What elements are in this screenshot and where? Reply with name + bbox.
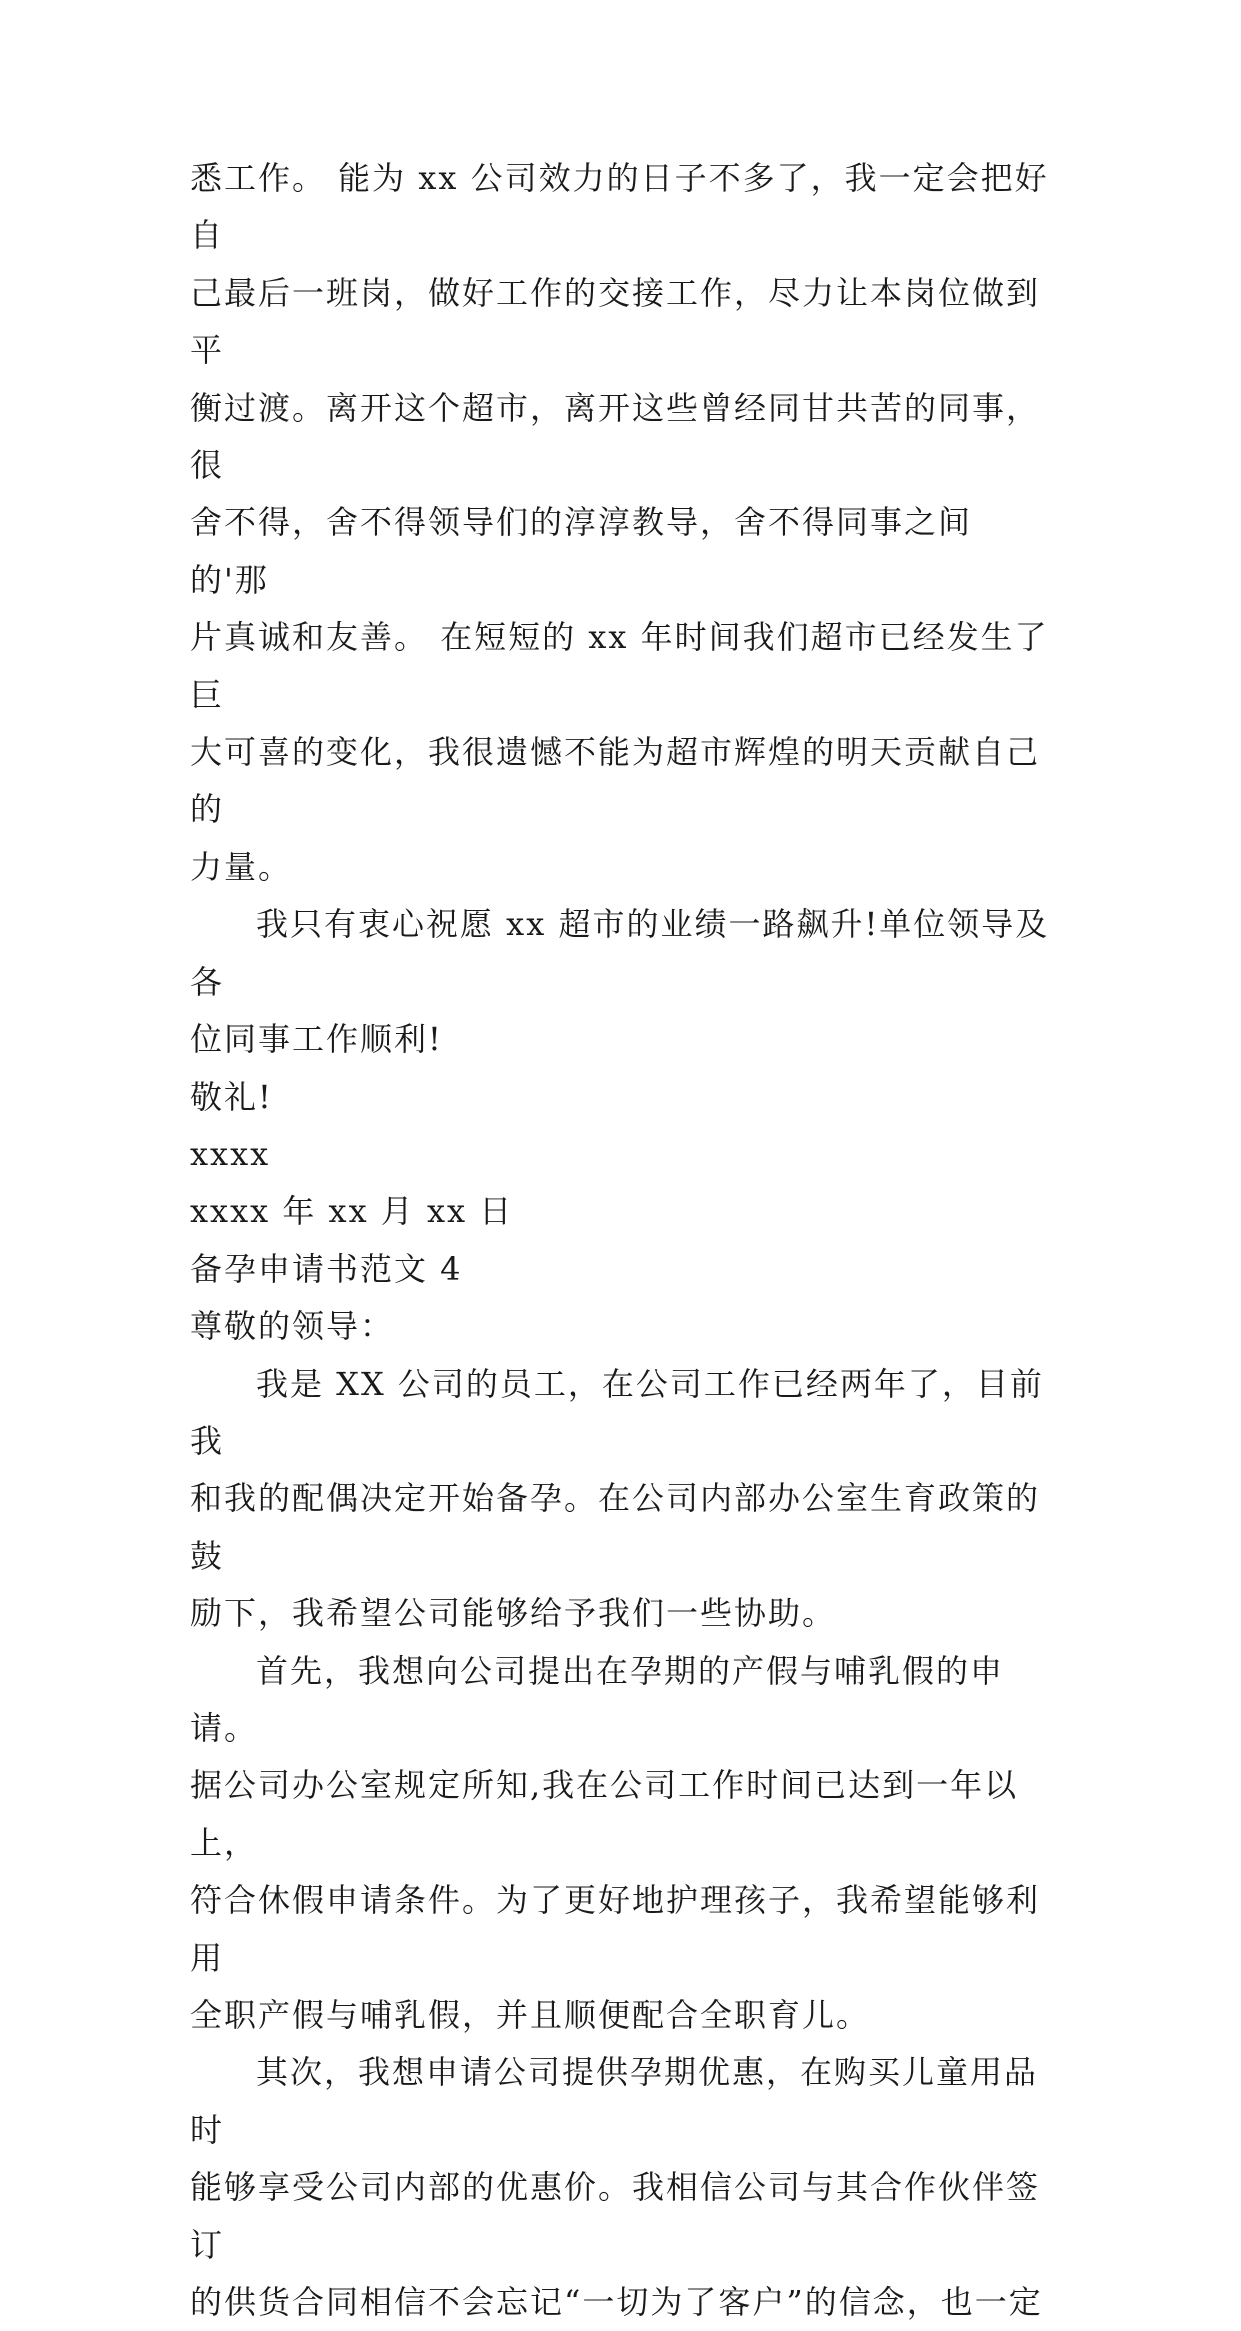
text-line: 位同事工作顺利!: [190, 1020, 443, 1059]
signature-date: xxxx 年 xx 月 xx 日: [190, 1192, 514, 1231]
text-line: 己最后一班岗，做好工作的交接工作，尽力让本岗位做到平: [190, 273, 1041, 370]
text-line: 首先，我想向公司提出在孕期的产假与哺乳假的申请。: [190, 1651, 1005, 1747]
text-line: 能够享受公司内部的优惠价。我相信公司与其合作伙伴签订: [190, 2168, 1041, 2264]
text-line: 大可喜的变化，我很遗憾不能为超市辉煌的明天贡献自己的: [190, 733, 1041, 829]
text-line: 其次，我想申请公司提供孕期优惠，在购买儿童用品时: [190, 2053, 1039, 2149]
closing-salutation: 敬礼!: [190, 1077, 273, 1116]
text-line: 符合休假申请条件。为了更好地护理孩子，我希望能够利用: [190, 1881, 1041, 1977]
text-line: 全职产假与哺乳假，并且顺便配合全职育儿。: [190, 1996, 871, 2034]
text-line: 舍不得，舍不得领导们的淳淳教导，舍不得同事之间的'那: [190, 503, 973, 599]
section-heading: 备孕申请书范文 4: [190, 1249, 463, 1288]
text-line: 力量。: [190, 847, 293, 886]
text-line: 我是 XX 公司的员工，在公司工作已经两年了，目前我: [190, 1364, 1044, 1460]
text-line: 我只有衷心祝愿 xx 超市的业绩一路飙升!单位领导及各: [190, 905, 1050, 1001]
text-line: 和我的配偶决定开始备孕。在公司内部办公室生育政策的鼓: [190, 1479, 1041, 1575]
document-body: [190, 150, 1050, 2331]
greeting: 尊敬的领导：: [190, 1307, 395, 1346]
text-line: 据公司办公室规定所知,我在公司工作时间已达到一年以上，: [190, 1766, 1019, 1862]
text-line: 励下，我希望公司能够给予我们一些协助。: [190, 1594, 837, 1633]
text-line: 片真诚和友善。 在短短的 xx 年时间我们超市已经发生了巨: [190, 618, 1049, 714]
text-line: 悉工作。 能为 xx 公司效力的日子不多了，我一定会把好自: [190, 159, 1049, 255]
signature-name: xxxx: [190, 1134, 271, 1173]
text-line: 衡过渡。离开这个超市，离开这些曾经同甘共苦的同事，很: [190, 388, 1041, 485]
text-line: 的供货合同相信不会忘记“一切为了客户”的信念，也一定: [190, 2283, 1043, 2322]
